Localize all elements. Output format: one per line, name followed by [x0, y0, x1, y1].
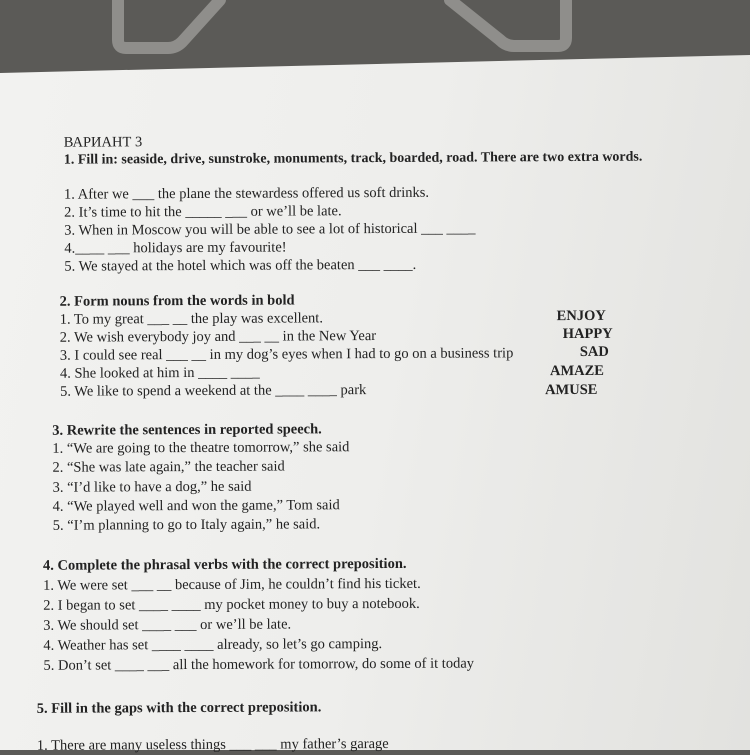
task3-item-3: 3. “I’d like to have a dog,” he said: [52, 478, 252, 496]
task5-item-1: 1. There are many useless things ___ ___ my father’s garage: [36, 735, 389, 754]
task2-title: 2. Form nouns from the words in bold: [59, 292, 295, 310]
task2-item-1: 1. To my great ___ __ the play was excellent.: [59, 310, 323, 328]
task4-item-2: 2. I began to set ____ ____ my pocket money to buy a notebook.: [43, 595, 420, 614]
task4-title: 4. Complete the phrasal verbs with the correct preposition.: [42, 555, 407, 574]
task3-title: 3. Rewrite the sentences in reported speech.: [52, 421, 322, 439]
task2-item-2: 2. We wish everybody joy and ___ __ in the New Year: [59, 328, 377, 346]
task3-item-1: 1. “We are going to the theatre tomorrow,” she said: [52, 439, 350, 457]
bold-word-sad: SAD: [579, 343, 609, 360]
task2-item-3: 3. I could see real ___ __ in my dog’s eyes when I had to go on a business trip: [59, 345, 514, 364]
task5-title: 5. Fill in the gaps with the correct preposition.: [36, 699, 322, 717]
task1-item-2: 2. It’s time to hit the _____ ___ or we’ll be late.: [64, 203, 342, 221]
bold-word-enjoy: ENJOY: [556, 307, 606, 325]
task1-item-3: 3. When in Moscow you will be able to see a lot of historical ___ ____: [64, 220, 476, 239]
task4-item-1: 1. We were set ___ __ because of Jim, he couldn’t find his ticket.: [43, 575, 421, 594]
task1-item-1: 1. After we ___ the plane the stewardess offered us soft drinks.: [63, 184, 430, 203]
task4-item-4: 4. Weather has set ____ ____ already, so let’s go camping.: [43, 636, 383, 654]
task2-item-5: 5. We like to spend a weekend at the ____ ____ park: [60, 382, 367, 400]
task2-item-4: 4. She looked at him in ____ ____: [59, 364, 260, 382]
bold-word-amaze: AMAZE: [549, 362, 604, 380]
task4-item-5: 5. Don’t set ____ ___ all the homework for tomorrow, do some of it today: [43, 655, 475, 674]
bold-word-amuse: AMUSE: [545, 381, 598, 399]
task1-title: 1. Fill in: seaside, drive, sunstroke, monuments, track, boarded, road. There are two extra words.: [63, 149, 643, 168]
task3-item-5: 5. “I’m planning to go to Italy again,” he said.: [52, 516, 321, 534]
task1-item-5: 5. We stayed at the hotel which was off the beaten ___ ____.: [64, 256, 417, 275]
task1-item-4: 4.____ ___ holidays are my favourite!: [64, 239, 287, 257]
bold-word-happy: HAPPY: [562, 325, 613, 343]
variant-heading: ВАРИАНТ 3: [63, 134, 143, 151]
task4-item-3: 3. We should set ____ ___ or we’ll be late.: [43, 616, 292, 634]
task3-item-2: 2. “She was late again,” the teacher said: [52, 458, 285, 476]
task3-item-4: 4. “We played well and won the game,” Tom said: [52, 497, 340, 515]
